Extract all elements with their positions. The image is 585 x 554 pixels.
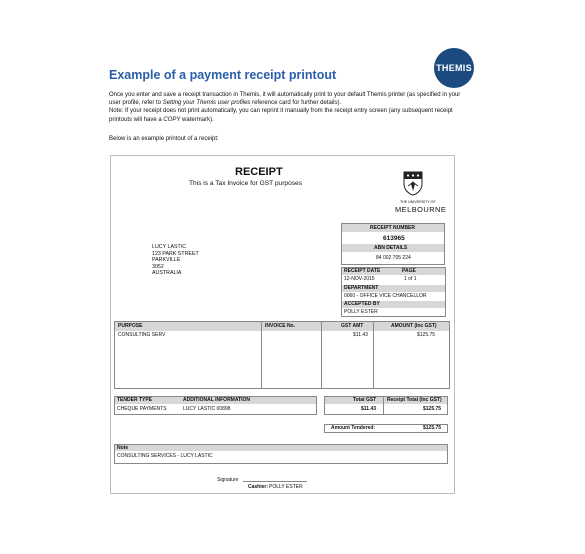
address-line: LUCY LASTIC	[152, 244, 187, 250]
university-name: MELBOURNE	[395, 205, 447, 214]
total-gst-header: Total GST	[353, 397, 377, 403]
additional-info-value: LUCY LASTIC 00898	[183, 406, 231, 412]
receipt-date-label: RECEIPT DATE	[344, 268, 381, 274]
purpose-header: PURPOSE	[118, 323, 143, 329]
totals-table	[324, 396, 448, 415]
amount-value: $125.75	[417, 332, 436, 338]
cashier-value: POLLY ESTER	[269, 484, 303, 490]
intro-paragraph-1	[109, 91, 461, 107]
intro-p2-before: Note: If your receipt does not print automatically, you can reprint it manually from the receipt entry screen (any subsequent receipt printouts will have a	[109, 108, 453, 123]
invoice-header: INVOICE No.	[265, 323, 296, 329]
note-value: CONSULTING SERVICES - LUCY LASTIC	[117, 453, 213, 459]
receipt-number-box	[341, 223, 445, 265]
intro-p1-italic: Setting your Themis user profiles	[162, 100, 251, 107]
gst-amt-header: GST AMT	[341, 323, 364, 329]
address-line: PARKVILLE	[152, 257, 181, 264]
column-divider	[383, 397, 384, 414]
column-divider	[261, 322, 262, 388]
example-caption: Below is an example printout of a receipt:	[109, 136, 219, 142]
amount-tendered-label: Amount Tendered:	[331, 425, 376, 431]
abn-value: 84 002 705 224	[376, 255, 411, 261]
intro-p2-after: watermark).	[180, 116, 214, 123]
intro-p1-after: reference card for further details).	[250, 100, 342, 107]
customer-address	[152, 244, 199, 277]
gst-amt-value: $11.43	[353, 332, 368, 338]
additional-info-header: ADDITIONAL INFORMATION	[183, 397, 251, 403]
note-box	[114, 444, 448, 464]
amount-header: AMOUNT (Inc GST)	[391, 323, 437, 329]
abn-label: ABN DETAILS	[374, 245, 408, 251]
page-label: PAGE	[402, 268, 416, 274]
department-value: 0060 - OFFICE VICE CHANCELLOR	[344, 293, 427, 299]
receipt-number-label: RECEIPT NUMBER	[370, 225, 416, 231]
receipt-total-header: Receipt Total (Inc GST)	[387, 397, 442, 403]
note-label: Note	[117, 445, 129, 451]
amount-tendered-value: $125.75	[423, 425, 442, 431]
intro-p1-before: Once you enter and save a receipt transaction in Themis, it will automatically print to your default Themis printer (as specified in your user profile, refer to	[109, 92, 461, 107]
column-divider	[373, 322, 374, 388]
signature-label: Signature	[217, 477, 239, 483]
purpose-value: CONSULTING SERV	[118, 332, 166, 338]
receipt-date-value: 12-NOV-2015	[344, 276, 375, 282]
page-heading: Example of a payment receipt printout	[109, 68, 337, 82]
tender-type-header: TENDER TYPE	[117, 397, 153, 403]
receipt-title: RECEIPT	[235, 166, 283, 178]
signature-line	[243, 481, 307, 482]
amount-tendered-box	[324, 424, 448, 433]
page-value: 1 of 1	[404, 276, 417, 282]
cashier-label: Cashier:	[248, 484, 269, 490]
intro-p2-italic: COPY	[163, 116, 181, 123]
university-name-small: THE UNIVERSITY OF	[400, 200, 436, 204]
receipt-printout	[110, 155, 455, 494]
address-line: 123 PARK STREET	[152, 250, 199, 257]
column-divider	[321, 322, 322, 388]
receipt-subtitle: This is a Tax Invoice for GST purposes	[189, 180, 302, 187]
total-gst-value: $11.43	[361, 406, 377, 412]
intro-paragraph-2	[109, 107, 461, 123]
address-line: 3052	[152, 263, 164, 270]
address-line: AUSTRALIA	[152, 270, 182, 277]
accepted-by-label: ACCEPTED BY	[344, 301, 380, 307]
department-label: DEPARTMENT	[344, 285, 379, 291]
themis-logo	[434, 48, 474, 88]
tender-type-value: CHEQUE PAYMENTS	[117, 406, 167, 412]
purpose-table	[114, 321, 450, 389]
intro-text	[109, 91, 461, 124]
themis-logo-text: THEMIS	[436, 63, 472, 73]
note-header-bg	[115, 445, 447, 451]
tender-table	[114, 396, 317, 415]
accepted-by-value: POLLY ESTER	[344, 309, 378, 315]
receipt-number-value: 613965	[383, 235, 405, 242]
receipt-total-value: $125.75	[423, 406, 442, 412]
university-crest-icon	[403, 171, 423, 196]
receipt-details-box	[341, 267, 446, 317]
